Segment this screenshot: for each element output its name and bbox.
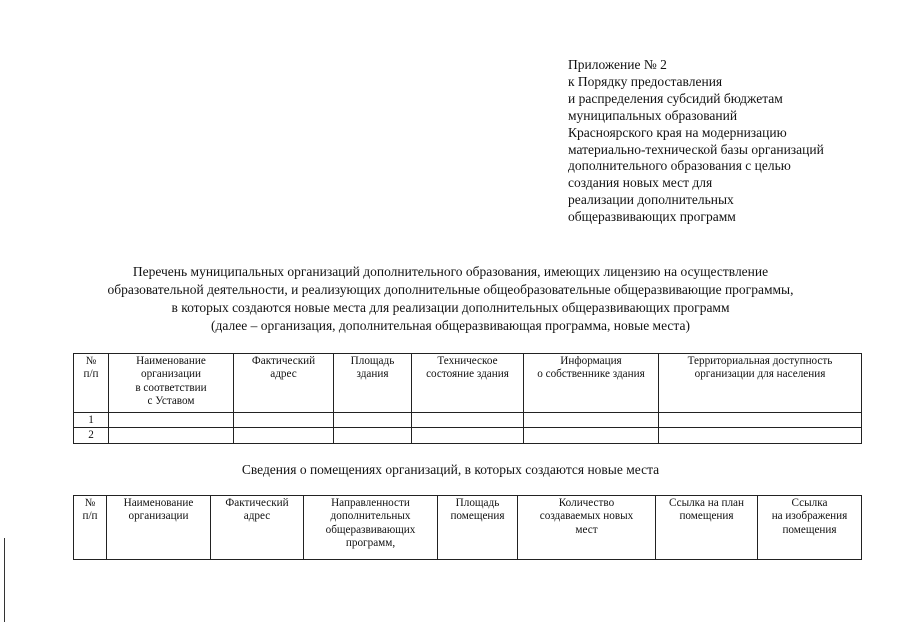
table-cell	[524, 413, 659, 428]
document-title	[40, 263, 861, 335]
table-cell	[412, 413, 524, 428]
annex-line: и распределения субсидий бюджетам	[568, 90, 783, 106]
section-subheading: Сведения о помещениях организаций, в которых создаются новые места	[241, 462, 660, 477]
table-cell: 1	[74, 413, 109, 428]
table-row	[74, 428, 862, 443]
table-row	[74, 413, 862, 428]
header-cell-number: № п/п	[74, 496, 107, 560]
header-cell-owner-info: Информация о собственнике здания	[524, 354, 659, 413]
annex-line: муниципальных образований	[568, 107, 738, 123]
table-cell	[234, 428, 334, 443]
annex-line: Приложение № 2	[568, 57, 667, 72]
annex-line: к Порядку предоставления	[568, 73, 723, 89]
header-cell-new-places-count: Количество создаваемых новых мест	[518, 496, 656, 560]
table-cell	[109, 413, 234, 428]
header-cell-address: Фактический адрес	[234, 354, 334, 413]
header-cell-images-link: Ссылка на изображения помещения	[758, 496, 862, 560]
annex-line: общеразвивающих программ	[568, 209, 736, 225]
title-line: в которых создаются новые места для реализации дополнительных общеразвивающих программ	[171, 300, 730, 315]
header-cell-technical-condition: Техническое состояние здания	[412, 354, 524, 413]
table-cell	[659, 428, 862, 443]
table-cell: 2	[74, 428, 109, 443]
header-cell-accessibility: Территориальная доступность организации для населения	[659, 354, 862, 413]
table-header-row	[74, 354, 862, 413]
header-cell-program-directions: Направленности дополнительных общеразвивающих программ,	[304, 496, 438, 560]
table-header-row	[74, 496, 862, 560]
header-cell-number: № п/п	[74, 354, 109, 413]
header-cell-name: Наименование организации	[107, 496, 211, 560]
title-line: (далее – организация, дополнительная общеразвивающая программа, новые места)	[211, 318, 690, 333]
table-cell	[109, 428, 234, 443]
table-cell	[659, 413, 862, 428]
premises-table	[73, 495, 862, 560]
annex-line: Красноярского края на модернизацию	[568, 124, 787, 140]
title-line: образовательной деятельности, и реализующих дополнительные общеобразовательные общеразвивающие программы,	[107, 282, 794, 297]
annex-line: дополнительного образования с целью	[568, 158, 791, 174]
table-cell	[412, 428, 524, 443]
header-cell-address: Фактический адрес	[211, 496, 304, 560]
annex-line: реализации дополнительных	[568, 192, 734, 208]
table-cell	[334, 428, 412, 443]
annex-line: создания новых мест для	[568, 175, 713, 191]
annex-block	[568, 57, 868, 226]
table-cell	[234, 413, 334, 428]
organizations-table	[73, 353, 862, 444]
table-cell	[524, 428, 659, 443]
annex-line: материально-технической базы организаций	[568, 141, 824, 157]
scan-margin-line	[4, 538, 5, 622]
header-cell-building-area: Площадь здания	[334, 354, 412, 413]
header-cell-plan-link: Ссылка на план помещения	[656, 496, 758, 560]
header-cell-name: Наименование организации в соответствии с Уставом	[109, 354, 234, 413]
table-cell	[334, 413, 412, 428]
title-line: Перечень муниципальных организаций дополнительного образования, имеющих лицензию на осуществление	[132, 264, 769, 279]
header-cell-room-area: Площадь помещения	[438, 496, 518, 560]
